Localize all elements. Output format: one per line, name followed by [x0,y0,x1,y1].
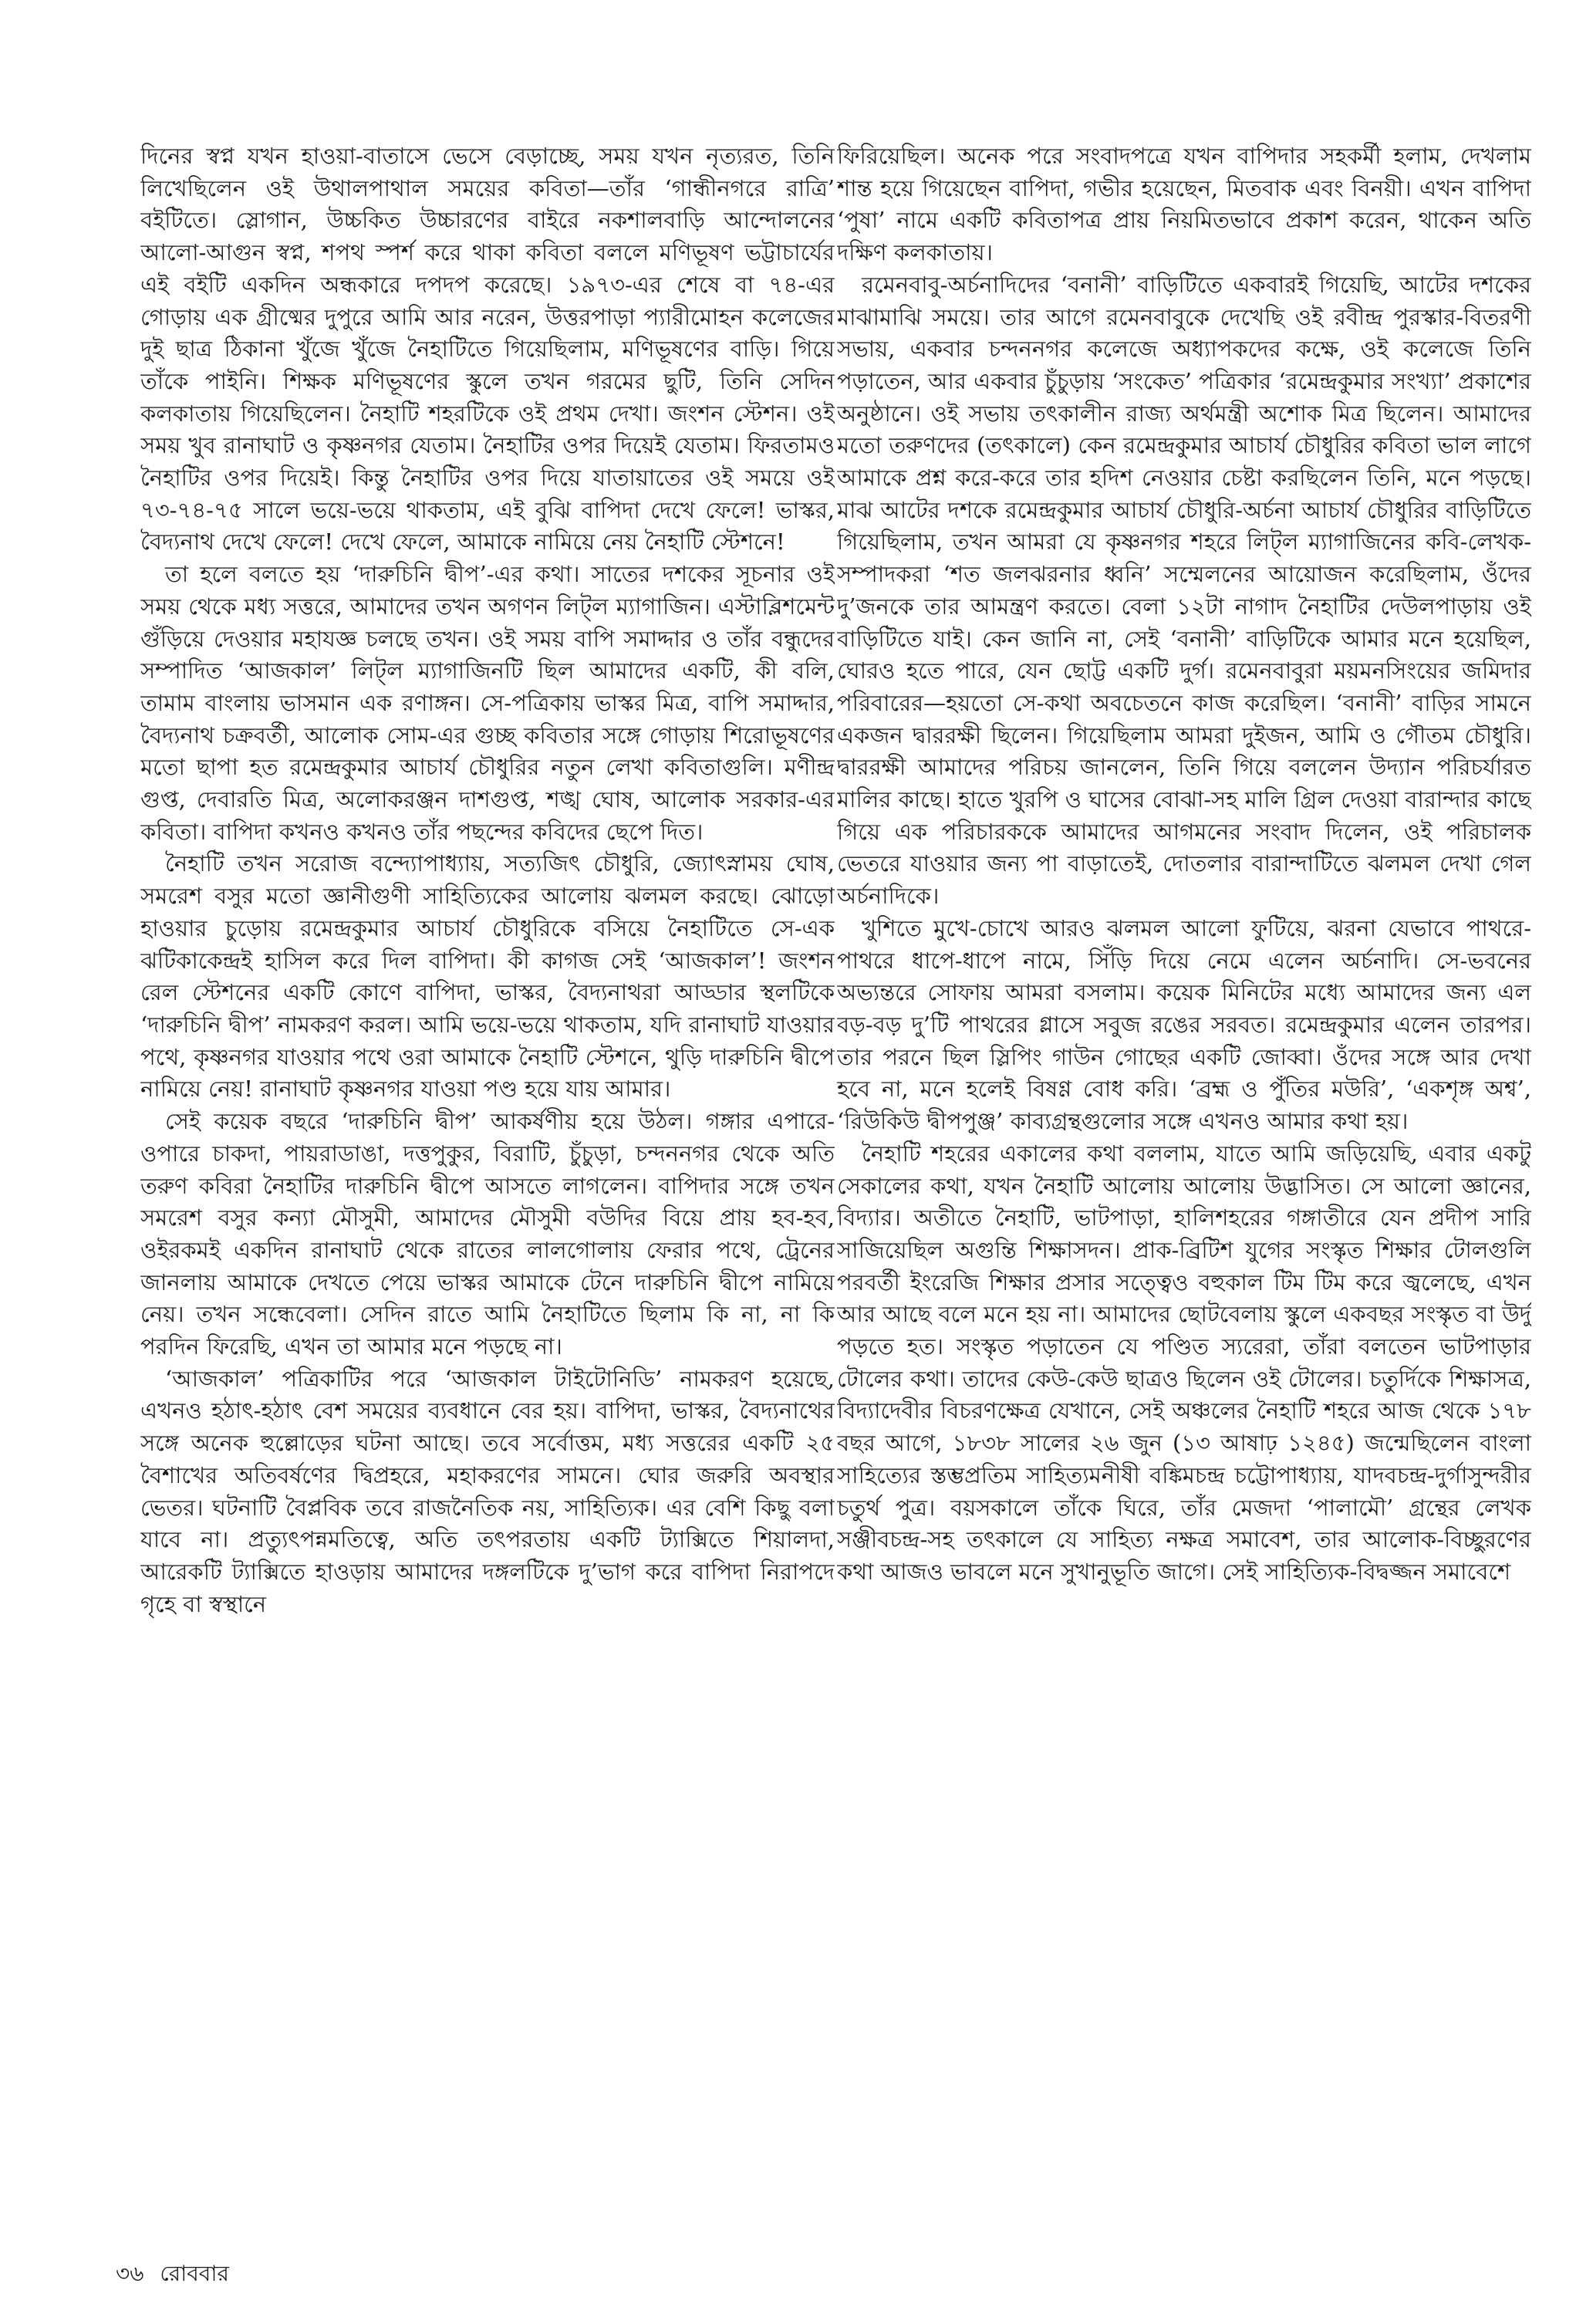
paragraph: তা হলে বলতে হয় ‘দারুচিনি দ্বীপ’-এর কথা। সাতের দশকের সূচনার ওই সময় থেকে মধ্য সত্তরে, আমাদের তখন অগণন লিট্‌ল ম্যাগাজিন। এস্টাব্লিশমেন্ট গুঁড়িয়ে দেওয়ার মহাযজ্ঞ চলছে তখন। ওই সময় বাপি সমাদ্দার ও তাঁর বন্ধুদের সম্পাদিত ‘আজকাল’ লিট্‌ল ম্যাগাজিনটি ছিল আমাদের একটি, কী বলি, তামাম বাংলায় ভাসমান এক রণাঙ্গন। সে-পত্রিকায় ভাস্কর মিত্র, বাপি সমাদ্দার, বৈদ্যনাথ চক্রবর্তী, আলোক সোম-এর গুচ্ছ কবিতার সঙ্গে গোড়ায় শিরোভূষণের মতো ছাপা হত রমেন্দ্রকুমার আচার্য চৌধুরির নতুন লেখা কবিতাগুলি। মণীন্দ্র গুপ্ত, দেবারতি মিত্র, অলোকরঞ্জন দাশগুপ্ত, শঙ্খ ঘোষ, আলোক সরকার-এর কবিতা। বাপিদা কখনও কখনও তাঁর পছন্দের কবিদের ছেপে দিত। [140,561,835,845]
paragraph: রমেনবাবু-অর্চনাদিদের ‘বনানী’ বাড়িটিতে একবারই গিয়েছি, আটের দশকের মাঝামাঝি সময়ে। তার আগে রমেনবাবুকে দেখেছি ওই রবীন্দ্র পুরস্কার-বিতরণী সভায়, একবার চন্দননগর কলেজে অধ্যাপকদের কক্ষে, ওই কলেজে তিনি পড়াতেন, আর একবার চুঁচুড়ায় ‘সংকেত’ পত্রিকার ‘রমেন্দ্রকুমার সংখ্যা’ প্রকাশের অনুষ্ঠানে। ওই সভায় তৎকালীন রাজ্য অর্থমন্ত্রী অশোক মিত্র ছিলেন। আমাদের মতো তরুণদের (তৎকালে) কেন রমেন্দ্রকুমার আচার্য চৌধুরির কবিতা ভাল লাগে আমাকে প্রশ্ন করে-করে তার হদিশ নেওয়ার চেষ্টা করছিলেন তিনি, মনে পড়ছে। মাঝ আটের দশকে রমেন্দ্রকুমার আচার্য চৌধুরি-অর্চনা আচার্য চৌধুরির বাড়িটিতে গিয়েছিলাম, তখন আমরা যে কৃষ্ণনগর শহরে লিট্‌ল ম্যাগাজিনের কবি-লেখক-সম্পাদকরা ‘শত জলঝরনার ধ্বনি’ সম্মেলনের আয়োজন করেছিলাম, ওঁদের দু’জনকে তার আমন্ত্রণ করতে। বেলা ১২টা নাগাদ নৈহাটির দেউলপাড়ায় ওই বাড়িটিতে যাই। কেন জানি না, সেই ‘বনানী’ বাড়িটিকে আমার মনে হয়েছিল, ঘোরও হতে পারে, যেন ছোট্ট একটি দুর্গ। রমেনবাবুরা ময়মনসিংয়ের জমিদার পরিবারের—হয়তো সে-কথা অবচেতনে কাজ করেছিল। ‘বনানী’ বাড়ির সামনে একজন দ্বাররক্ষী ছিলেন। গিয়েছিলাম আমরা দুইজন, আমি ও গৌতম চৌধুরি। দ্বাররক্ষী আমাদের পরিচয় জানলেন, তিনি গিয়ে বললেন উদ্যান পরিচর্যারত মালির কাছে। হাতে খুরপি ও ঘাসের বোঝা-সহ মালি গ্রিল দেওয়া বারান্দার কাছে গিয়ে এক পরিচারককে আমাদের আগমনের সংবাদ দিলেন, ওই পরিচালক ভেতরে যাওয়ার জন্য পা বাড়াতেই, দোতলার বারান্দাটিতে ঝলমল দেখা গেল অর্চনাদিকে। [837,271,1531,910]
page-footer [116,2261,229,2287]
article-column-left [140,140,835,2231]
paragraph: খুশিতে মুখে-চোখে আরও ঝলমল আলো ফুটিয়ে, ঝরনা যেভাবে পাথরে-পাথরে ধাপে-ধাপে নামে, সিঁড়ি দিয়ে নেমে এলেন অর্চনাদি। সে-ভবনের অভ্যন্তরে সোফায় আমরা বসলাম। কয়েক মিনিটের মধ্যে আমাদের জন্য এল বড়-বড় দু’টি পাথরের গ্লাসে সবুজ রঙের সরবত। রমেন্দ্রকুমার এলেন তারপর। তার পরনে ছিল স্লিপিং গাউন গোছের একটি জোব্বা। ওঁদের সঙ্গে আর দেখা হবে না, মনে হলেই বিষণ্ণ বোধ করি। ‘ব্রহ্ম ও পুঁতির মউরি’, ‘একশৃঙ্গ অশ্ব’, ‘রিউকিউ দ্বীপপুঞ্জ’ কাব্যগ্রন্থগুলোর সঙ্গে এখনও আমার কথা হয়। [837,914,1531,1135]
paragraph: ‘আজকাল’ পত্রিকাটির পরে ‘আজকাল টাইটোনিডি’ নামকরণ হয়েছে, এখনও হঠাৎ-হঠাৎ বেশ সময়ের ব্যবধানে বের হয়। বাপিদা, ভাস্কর, বৈদ্যনাথের সঙ্গে অনেক হুল্লোড়ের ঘটনা আছে। তবে সর্বোত্তম, মধ্য সত্তরের একটি ২৫ বৈশাখের অতিবর্ষণের দ্বিপ্রহরে, মহাকরণের সামনে। ঘোর জরুরি অবস্থার ভেতর। ঘটনাটি বৈপ্লবিক তবে রাজনৈতিক নয়, সাহিত্যিক। এর বেশি কিছু বলা যাবে না। প্রত্যুৎপন্নমতিত্বে, অতি তৎপরতায় একটি ট্যাক্সিতে শিয়ালদা, আরেকটি ট্যাক্সিতে হাওড়ায় আমাদের দঙ্গলটিকে দু’ভাগ করে বাপিদা নিরাপদে গৃহে বা স্বস্থানে [140,1365,835,1617]
article-column-right [837,140,1531,2231]
paragraph: সেই কয়েক বছরে ‘দারুচিনি দ্বীপ’ আকর্ষণীয় হয়ে উঠল। গঙ্গার এপারে-ওপারে চাকদা, পায়রাডাঙা, দত্তপুকুর, বিরাটি, চুঁচুড়া, চন্দননগর থেকে অতি তরুণ কবিরা নৈহাটির দারুচিনি দ্বীপে আসতে লাগলেন। বাপিদার সঙ্গে তখন সমরেশ বসুর কন্যা মৌসুমী, আমাদের মৌসুমী বউদির বিয়ে প্রায় হব-হব, ওইরকমই একদিন রানাঘাট থেকে রাতের লালগোলায় ফেরার পথে, ট্রেনের জানলায় আমাকে দেখতে পেয়ে ভাস্কর আমাকে টেনে দারুচিনি দ্বীপে নামিয়ে নেয়। তখন সন্ধেবেলা। সেদিন রাতে আমি নৈহাটিতে ছিলাম কি না, না কি পরদিন ফিরেছি, এখন তা আমার মনে পড়ছে না। [140,1108,835,1360]
publication-name: রোববার [160,2261,229,2286]
page-number: ৩৬ [116,2261,144,2286]
paragraph: নৈহাটি শহরের একালের কথা বললাম, যাতে আমি জড়িয়েছি, এবার একটু সেকালের কথা, যখন নৈহাটি আলোয় আলোয় উদ্ভাসিত। সে আলো জ্ঞানের, বিদ্যার। অতীতে নৈহাটি, ভাটপাড়া, হালিশহরের গঙ্গাতীরে যেন প্রদীপ সারি সাজিয়েছিল অগুন্তি শিক্ষাসদন। প্রাক-ব্রিটিশ যুগের সংস্কৃত শিক্ষার টোলগুলি পরবর্তী ইংরেজি শিক্ষার প্রসার সত্ত্বেও বহুকাল টিম টিম করে জ্বলেছে, এখন আর আছে বলে মনে হয় না। আমাদের ছোটবেলায় স্কুলে একবছর সংস্কৃত বা উর্দু পড়তে হত। সংস্কৃত পড়াতেন যে পণ্ডিত স্যরেরা, তাঁরা বলতেন ভাটপাড়ার টোলের কথা। তাদের কেউ-কেউ ছাত্রও ছিলেন ওই টোলের। চতুর্দিকে শিক্ষাসত্র, বিদ্যাদেবীর বিচরণক্ষেত্র যেখানে, সেই অঞ্চলের নৈহাটি শহরে আজ থেকে ১৭৮ বছর আগে, ১৮৩৮ সালের ২৬ জুন (১৩ আষাঢ় ১২৪৫) জন্মেছিলেন বাংলা সাহিত্যের স্তম্ভপ্রতিম সাহিত্যমনীষী বঙ্কিমচন্দ্র চট্টোপাধ্যায়, যাদবচন্দ্র-দুর্গাসুন্দরীর চতুর্থ পুত্র। বয়সকালে তাঁকে ঘিরে, তাঁর মেজদা ‘পালামৌ’ গ্রন্থের লেখক সঞ্জীবচন্দ্র-সহ তৎকালে যে সাহিত্য নক্ষত্র সমাবেশ, তার আলোক-বিচ্ছুরণের কথা আজও ভাবলে মনে সুখানুভূতি জাগে। সেই সাহিত্যিক-বিদ্বজ্জন সমাবেশে [837,1140,1531,1585]
paragraph: ফিরিয়েছিল। অনেক পরে সংবাদপত্রে যখন বাপিদার সহকর্মী হলাম, দেখলাম শান্ত হয়ে গিয়েছেন বাপিদা, গভীর হয়েছেন, মিতবাক এবং বিনয়ী। এখন বাপিদা ‘পুষা’ নামে একটি কবিতাপত্র প্রায় নিয়মিতভাবে প্রকাশ করেন, থাকেন অতি দক্ষিণ কলকাতায়। [837,143,1531,266]
paragraph: দিনের স্বপ্ন যখন হাওয়া-বাতাসে ভেসে বেড়াচ্ছে, সময় যখন নৃত্যরত, তিনি লিখেছিলেন ওই উথালপাথাল সময়ের কবিতা—তাঁর ‘গান্ধীনগরে রাত্রি’ বইটিতে। স্লোগান, উচ্চকিত উচ্চারণের বাইরে নকশালবাড়ি আন্দোলনের আলো-আগুন স্বপ্ন, শপথ স্পর্শ করে থাকা কবিতা বললে মণিভূষণ ভট্টাচার্যের এই বইটি একদিন অন্ধকারে দপদপ করেছে। ১৯৭৩-এর শেষে বা ৭৪-এর গোড়ায় এক গ্রীষ্মের দুপুরে আমি আর নরেন, উত্তরপাড়া প্যারীমোহন কলেজের দুই ছাত্র ঠিকানা খুঁজে খুঁজে নৈহাটিতে গিয়েছিলাম, মণিভূষণের বাড়ি। গিয়ে তাঁকে পাইনি। শিক্ষক মণিভূষণের স্কুলে তখন গরমের ছুটি, তিনি সেদিন কলকাতায় গিয়েছিলেন। নৈহাটি শহরটিকে ওই প্রথম দেখা। জংশন স্টেশন। ওই সময় খুব রানাঘাট ও কৃষ্ণনগর যেতাম। নৈহাটির ওপর দিয়েই যেতাম। ফিরতামও নৈহাটির ওপর দিয়েই। কিন্তু নৈহাটির ওপর দিয়ে যাতায়াতের ওই সময়ে ওই ৭৩-৭৪-৭৫ সালে ভয়ে-ভয়ে থাকতাম, এই বুঝি বাপিদা দেখে ফেলে! ভাস্কর, বৈদ্যনাথ দেখে ফেলে! দেখে ফেলে, আমাকে নামিয়ে নেয় নৈহাটি স্টেশনে! [140,143,835,556]
paragraph: নৈহাটি তখন সরোজ বন্দ্যোপাধ্যায়, সত্যজিৎ চৌধুরি, জ্যোৎস্নাময় ঘোষ, সমরেশ বসুর মতো জ্ঞানীগুণী সাহিত্যিকের আলোয় ঝলমল করছে। ঝোড়ো হাওয়ার চুড়োয় রমেন্দ্রকুমার আচার্য চৌধুরিকে বসিয়ে নৈহাটিতে সে-এক ঝটিকাকেন্দ্রই হাসিল করে দিল বাপিদা। কী কাগজ সেই ‘আজকাল’! জংশন রেল স্টেশনের একটি কোণে বাপিদা, ভাস্কর, বৈদ্যনাথরা আড্ডার স্থলটিকে ‘দারুচিনি দ্বীপ’ নামকরণ করল। আমি ভয়ে-ভয়ে থাকতাম, যদি রানাঘাট যাওয়ার পথে, কৃষ্ণনগর যাওয়ার পথে ওরা আমাকে নৈহাটি স্টেশনে, থুড়ি দারুচিনি দ্বীপে নামিয়ে নেয়! রানাঘাট কৃষ্ণনগর যাওয়া পণ্ড হয়ে যায় আমার। [140,850,835,1103]
